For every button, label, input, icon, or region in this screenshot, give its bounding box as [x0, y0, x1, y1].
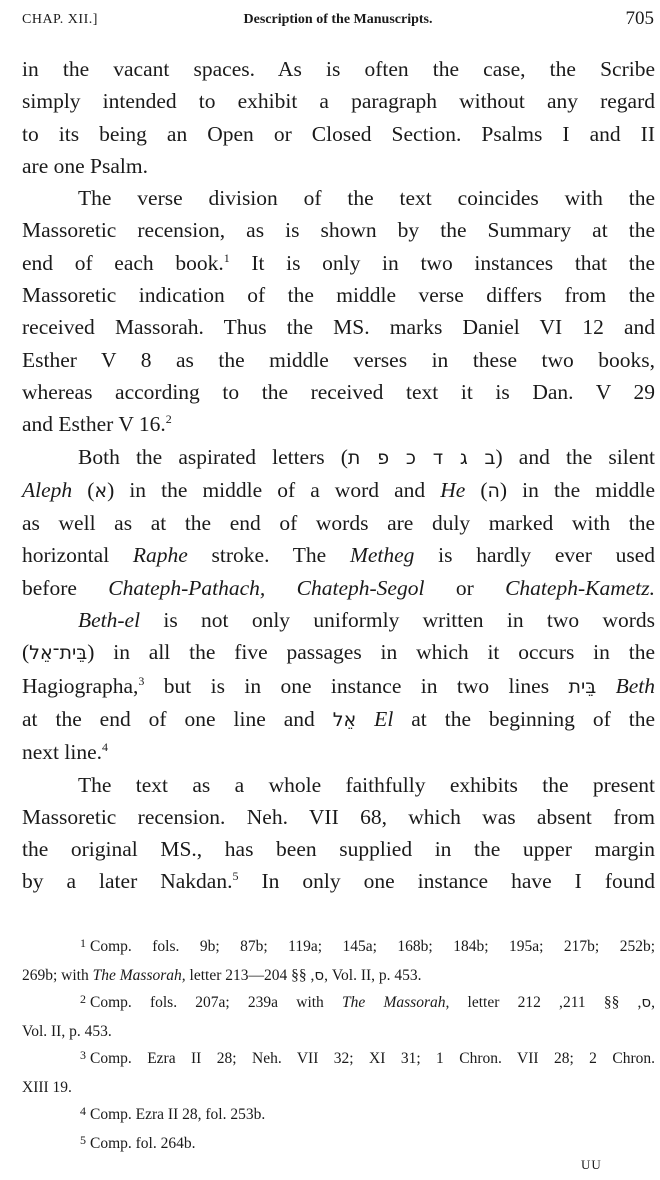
text-line [22, 604, 655, 636]
running-title: Description of the Manuscripts. [243, 12, 433, 27]
text-line: received Massorah. Thus the MS. marks Daniel VI 12 and [22, 315, 655, 340]
page-number: 705 [625, 8, 654, 29]
text-line: the original MS., has been supplied in the upper margin [22, 837, 655, 862]
text-line: Massoretic indication of the middle verse differs from the [22, 283, 655, 308]
text-line [22, 247, 655, 279]
hebrew-letter: א [94, 479, 108, 502]
text-line [22, 865, 655, 897]
text-line: The text as a whole faithfully exhibits the present [78, 772, 655, 797]
footnote-number: 4 [80, 1104, 86, 1118]
text-fragment: ) in the middle [499, 477, 655, 502]
text-line: as well as at the end of words are duly marked with the [22, 511, 655, 536]
footnotes [22, 933, 655, 1158]
footnote-ref-4: 4 [102, 740, 109, 755]
text-fragment: In only one instance have I found [261, 869, 655, 894]
text-fragment: stroke. The [187, 543, 350, 568]
italic-term: The Massorah, [92, 966, 186, 984]
text-fragment: is not only uniformly written in two words [140, 608, 655, 633]
footnote-text: Comp. Ezra II 28, fol. 253b. [90, 1106, 266, 1123]
text-fragment: but is in one instance in two lines [144, 673, 569, 698]
paragraph-3 [22, 441, 655, 604]
text-fragment: and Esther V 16. [22, 412, 166, 437]
paragraph-5 [22, 769, 655, 898]
footnote-number: 3 [80, 1048, 86, 1062]
hebrew-letter: ס [641, 993, 652, 1011]
footnote-ref-5: 5 [232, 869, 239, 884]
text-line [22, 703, 655, 736]
footnote-text: , §§ 211, 212, [517, 994, 656, 1011]
text-fragment: end of each book. [22, 250, 224, 275]
text-fragment: or [424, 575, 506, 600]
text-line [22, 408, 655, 440]
italic-term: El [356, 706, 394, 731]
hebrew-letters: ב ג ד כ פ ת [347, 446, 496, 469]
text-fragment: ( [22, 640, 30, 665]
text-fragment: Hagiographa, [22, 673, 139, 698]
text-fragment: before [22, 575, 109, 600]
text-fragment: next line. [22, 740, 103, 765]
text-fragment: ( [72, 477, 95, 502]
text-fragment: It is only in two instances that the [251, 250, 655, 275]
footnote-3 [22, 1045, 655, 1074]
hebrew-word: אֵל [332, 708, 357, 731]
footnote-text: letter [449, 994, 518, 1011]
text-fragment: is hardly ever used [414, 543, 655, 568]
hebrew-word: בֵּית־אֵל [29, 642, 88, 665]
text-line: whereas according to the received text it is Dan. V 29 [22, 379, 655, 404]
text-fragment: at the beginning of the [393, 706, 656, 731]
footnote-4 [22, 1101, 655, 1130]
running-header [22, 8, 654, 34]
paragraph-2 [22, 182, 655, 440]
text-line: in the vacant spaces. As is often the case, the Scribe [22, 57, 655, 81]
footnote-number: 5 [80, 1132, 86, 1147]
italic-term: Raphe [132, 543, 188, 568]
footnote-ref-2: 2 [165, 412, 172, 427]
text-line: The verse division of the text coincides with the [78, 186, 655, 211]
hebrew-letter: ה [487, 479, 500, 502]
footnote-text: Comp. Ezra II 28; Neh. VII 32; XI 31; 1 Chron. VII 28; 2 Chron. [90, 1050, 655, 1067]
footnote-text: , §§ 204—213, Vol. II, p. 453. [225, 966, 422, 984]
text-fragment: ) in all the five passages in which it occurs in the [87, 640, 655, 665]
text-fragment: by a later Nakdan. [22, 869, 233, 894]
footnote-text: Comp. fols. 207a; 239a with [90, 994, 343, 1011]
footnote-2-cont: Vol. II, p. 453. [22, 1022, 112, 1040]
text-line [22, 572, 655, 604]
text-fragment: ) in the middle of a word and [107, 477, 441, 502]
text-line [22, 474, 655, 507]
footnote-text: Comp. fols. 9b; 87b; 119a; 145a; 168b; 184b; 195a; 217b; 252b; [90, 938, 655, 955]
footnote-1-cont [22, 962, 655, 990]
text-fragment: ) and the silent [495, 444, 655, 469]
footnote-ref-3: 3 [138, 673, 145, 688]
text-fragment: Both the aspirated letters ( [78, 444, 348, 469]
text-fragment: at the end of one line and [22, 706, 333, 731]
footnote-text: 269b; with [22, 966, 93, 984]
text-line [22, 539, 655, 571]
chapter-label: CHAP. XII.] [22, 12, 98, 27]
text-line [22, 736, 655, 768]
text-line: are one Psalm. [22, 153, 148, 178]
text-fragment: ( [465, 477, 488, 502]
footnote-5 [22, 1130, 655, 1159]
footnote-2 [22, 989, 655, 1018]
italic-term: Chateph-Pathach, Chateph-Segol [108, 575, 425, 600]
text-line [22, 441, 655, 474]
footnote-number: 1 [80, 936, 86, 950]
text-line: simply intended to exhibit a paragraph without any regard [22, 89, 655, 114]
italic-term: Aleph [22, 477, 73, 502]
main-text [22, 53, 655, 898]
text-line: Esther V 8 as the middle verses in these two books, [22, 347, 655, 372]
footnote-text: letter [185, 966, 226, 984]
paragraph-1 [22, 53, 655, 182]
paragraph-4 [22, 604, 655, 768]
text-line: to its being an Open or Closed Section. Psalms I and II [22, 121, 655, 146]
hebrew-letter: ס [314, 965, 325, 984]
text-fragment: horizontal [22, 543, 133, 568]
text-line: Massoretic recension. Neh. VII 68, which was absent from [22, 804, 655, 829]
footnote-text: Comp. fol. 264b. [90, 1134, 196, 1152]
italic-term: Metheg [349, 543, 415, 568]
italic-term: Chateph-Kametz. [505, 575, 655, 600]
footnote-number: 2 [80, 992, 86, 1006]
italic-term: Beth [596, 673, 655, 698]
text-line: Massoretic recension, as is shown by the Summary at the [22, 218, 655, 243]
hebrew-word: בֵּית [568, 675, 597, 698]
text-line [22, 670, 655, 703]
text-line [22, 636, 655, 669]
signature-mark: UU [581, 1157, 602, 1172]
footnote-3-cont: XIII 19. [22, 1078, 72, 1096]
italic-term: He [440, 477, 466, 502]
footnote-1 [22, 933, 655, 962]
italic-term: The Massorah, [342, 994, 450, 1011]
italic-term: Beth-el [78, 608, 141, 633]
footnote-ref-1: 1 [223, 250, 230, 265]
